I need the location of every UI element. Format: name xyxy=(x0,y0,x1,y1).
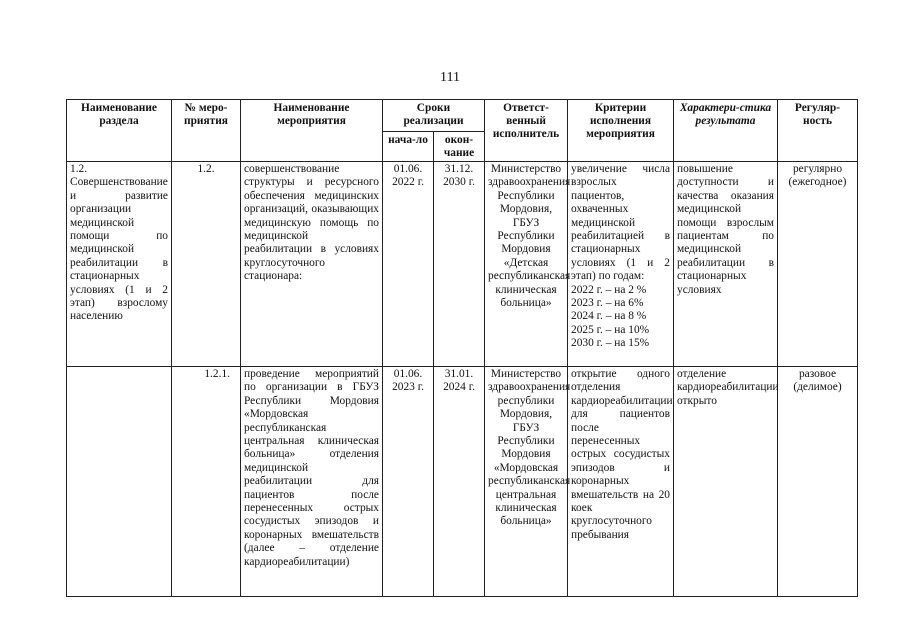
cell-event: проведение мероприятий по организации в ГБУЗ Республики Мордовия «Мордовская республиканская центральная клиническая больница» отделения медицинской реабилитации для пациентов после перенесенных острых сосудистых эпизодов и коронарных вмешательств (далее – отделение кардиореабилитации) xyxy=(241,367,383,597)
cell-section xyxy=(67,367,172,597)
cell-num: 1.2.1. xyxy=(172,367,241,597)
cell-result: повышение доступности и качества оказания медицинской помощи взрослым пациентам по медицинской реабилитации в стационарных условиях xyxy=(674,162,778,367)
criteria-year: 2030 г. – на 15% xyxy=(571,337,650,350)
header-criteria: Критерии исполнения мероприятия xyxy=(568,100,674,162)
table-row xyxy=(67,162,858,367)
cell-executor: Министерство здравоохранения Республики Мордовия, ГБУЗ Республики Мордовия «Детская республиканская клиническая больница» xyxy=(485,162,568,367)
cell-criteria: открытие одного отделения кардиореабилитации для пациентов после перенесенных острых сосудистых эпизодов и коронарных вмешательств на 20 коек круглосуточного пребывания xyxy=(568,367,674,597)
cell-end: 31.12. 2030 г. xyxy=(434,162,485,367)
criteria-year: 2024 г. – на 8 % xyxy=(571,310,647,323)
header-end: окон-чание xyxy=(434,132,485,162)
header-section: Наименование раздела xyxy=(67,100,172,162)
criteria-year: 2025 г. – на 10% xyxy=(571,323,650,336)
table-row xyxy=(67,367,858,597)
header-num: № меро-приятия xyxy=(172,100,241,162)
header-executor: Ответст-венный исполнитель xyxy=(485,100,568,162)
page-number: 111 xyxy=(440,70,460,85)
cell-regularity: регулярно (ежегодное) xyxy=(778,162,858,367)
header-event: Наименование мероприятия xyxy=(241,100,383,162)
activities-table xyxy=(66,99,858,597)
cell-event: совершенствование структуры и ресурсного обеспечения медицинских организаций, оказывающих медицинскую помощь по медицинской реабилитации в условиях круглосуточного стационара: xyxy=(241,162,383,367)
criteria-year: 2023 г. – на 6% xyxy=(571,297,644,310)
cell-num: 1.2. xyxy=(172,162,241,367)
cell-start: 01.06. 2023 г. xyxy=(383,367,434,597)
cell-section: 1.2. Совершенствование и развитие организации медицинской помощи по медицинской реабилитации в стационарных условиях (1 и 2 этап) взрослому населению xyxy=(67,162,172,367)
criteria-year: 2022 г. – на 2 % xyxy=(571,283,647,296)
criteria-text: увеличение числа взрослых пациентов, охваченных медицинской реабилитацией в стационарных условиях (1 и 2 этап) по годам: xyxy=(571,163,670,283)
cell-criteria xyxy=(568,162,674,367)
header-row-1 xyxy=(67,100,858,132)
header-terms: Сроки реализации xyxy=(383,100,485,132)
cell-start: 01.06. 2022 г. xyxy=(383,162,434,367)
cell-result: отделение кардиореабилитации открыто xyxy=(674,367,778,597)
header-regularity: Регуляр-ность xyxy=(778,100,858,162)
cell-executor: Министерство здравоохранения республики Мордовия, ГБУЗ Республики Мордовия «Мордовская республиканская центральная клиническая больница» xyxy=(485,367,568,597)
header-result: Характери-стика результата xyxy=(674,100,778,162)
cell-regularity: разовое (делимое) xyxy=(778,367,858,597)
cell-end: 31.01. 2024 г. xyxy=(434,367,485,597)
header-start: нача-ло xyxy=(383,132,434,162)
